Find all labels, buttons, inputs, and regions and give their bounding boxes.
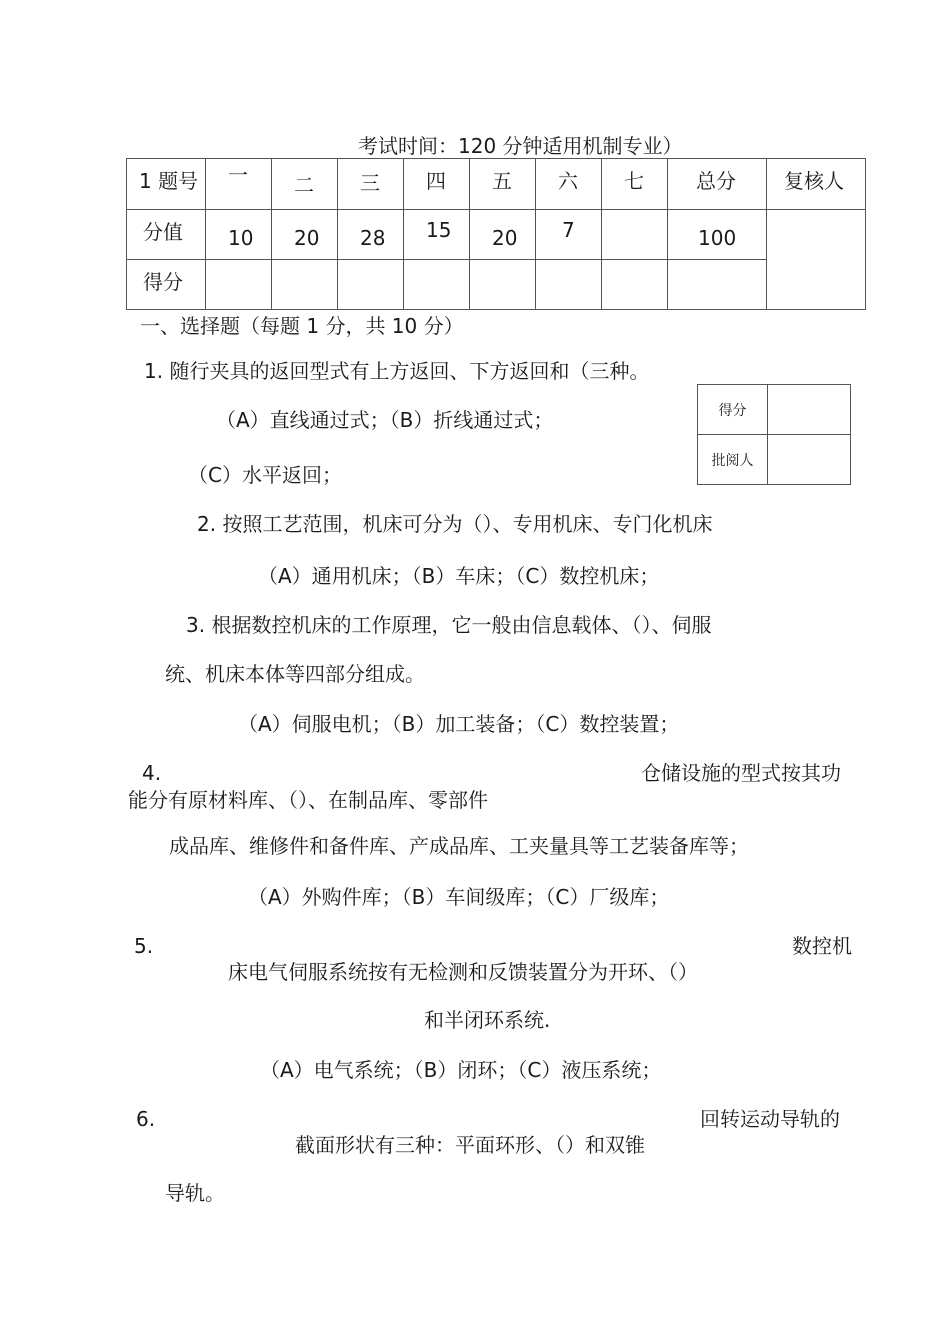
q4-options: （A）外购件库；（B）车间级库；（C）厂级库； [248,885,670,909]
q5-stem-right: 数控机 [792,934,852,958]
q1-options-ab: （A）直线通过式；（B）折线通过式； [216,408,554,432]
q6-number: 6. [136,1107,156,1131]
cell-q5-points: 20 [470,210,536,260]
grader-box [697,384,851,485]
cell-total-score [668,260,767,310]
cell-reviewer-value [767,210,866,310]
q4-number: 4. [142,761,162,785]
cell-q6-score [536,260,602,310]
section-title: 一、选择题（每题 1 分，共 10 分） [140,314,464,338]
q3-options: （A）伺服电机；（B）加工装备；（C）数控装置； [238,712,680,736]
cell-q1-score [206,260,272,310]
q6-stem-right: 回转运动导轨的 [700,1107,840,1131]
cell-q1-points: 10 [206,210,272,260]
cell-q1-header: 一 [206,159,272,210]
grader-reviewer-value [768,435,851,485]
cell-points-label: 分值 [127,210,206,260]
cell-q2-points: 20 [272,210,338,260]
q3-stem-cont: 统、机床本体等四部分组成。 [165,662,425,686]
cell-q3-points: 28 [338,210,404,260]
cell-q2-score [272,260,338,310]
score-table [126,158,866,310]
q6-stem-cont: 截面形状有三种：平面环形、（）和双锥 [295,1133,645,1157]
cell-q6-header: 六 [536,159,602,210]
q5-stem-cont2: 和半闭环系统. [424,1008,551,1032]
q5-number: 5. [134,934,154,958]
q1-stem: 1. 随行夹具的返回型式有上方返回、下方返回和（三种。 [144,359,650,383]
grader-score-value [768,385,851,435]
cell-q7-score [602,260,668,310]
cell-q5-header: 五 [470,159,536,210]
cell-score-label: 得分 [127,260,206,310]
exam-time-header: 考试时间：120 分钟适用机制专业） [358,134,683,158]
q2-options: （A）通用机床；（B）车床；（C）数控机床； [258,564,660,588]
q6-stem-cont2: 导轨。 [165,1181,225,1205]
cell-q3-score [338,260,404,310]
q2-stem: 2. 按照工艺范围，机床可分为（）、专用机床、专门化机床 [197,512,713,536]
cell-q6-points: 7 [536,210,602,260]
cell-q4-score [404,260,470,310]
cell-q7-header: 七 [602,159,668,210]
q5-stem-cont: 床电气伺服系统按有无检测和反馈装置分为开环、（） [228,960,698,984]
cell-total-header: 总分 [668,159,767,210]
cell-q3-header: 三 [338,159,404,210]
cell-total-points: 100 [668,210,767,260]
cell-question-number-label: 1 题号 [127,159,206,210]
grader-score-label: 得分 [698,385,768,435]
q5-options: （A）电气系统；（B）闭环；（C）液压系统； [260,1058,662,1082]
grader-reviewer-label: 批阅人 [698,435,768,485]
cell-q5-score [470,260,536,310]
cell-q2-header: 二 [272,159,338,210]
q3-stem: 3. 根据数控机床的工作原理，它一般由信息载体、（）、伺服 [186,613,712,637]
cell-q4-points: 15 [404,210,470,260]
cell-reviewer-header: 复核人 [767,159,866,210]
q1-option-c: （C）水平返回； [188,463,342,487]
cell-q4-header: 四 [404,159,470,210]
q4-stem-cont2: 成品库、维修件和备件库、产成品库、工夹量具等工艺装备库等； [169,834,749,858]
cell-q7-points [602,210,668,260]
q4-stem-right: 仓储设施的型式按其功 [641,761,841,785]
q4-stem-cont: 能分有原材料库、（）、在制品库、零部件 [128,788,488,812]
